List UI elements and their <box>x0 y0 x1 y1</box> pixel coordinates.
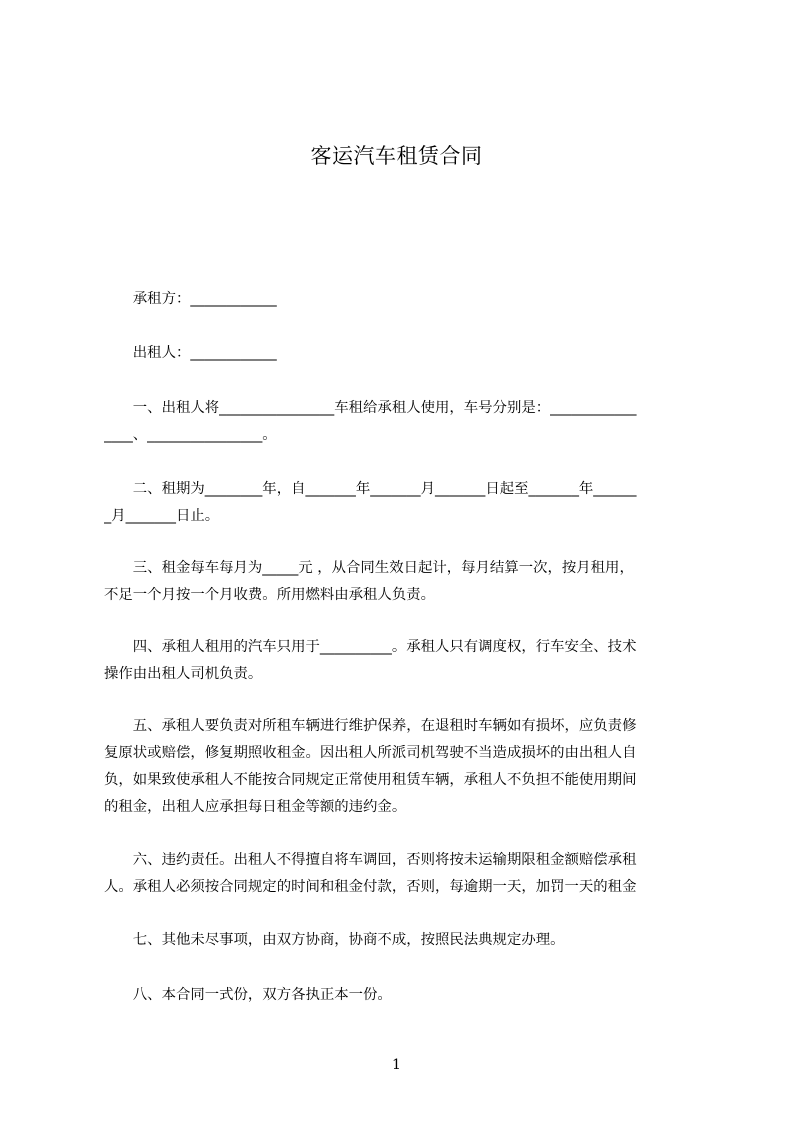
text-line: 七、其他未尽事项，由双方协商，协商不成，按照民法典规定办理。 <box>104 932 565 948</box>
text-line: 负，如果致使承租人不能按合同规定正常使用租赁车辆，承租人不负担不能使用期间 <box>104 772 637 788</box>
document-title: 客运汽车租赁合同 <box>310 144 483 168</box>
text-line: 操作由出租人司机负责。 <box>104 666 263 682</box>
text-line: 八、本合同一式份，双方各执正本一份。 <box>104 987 392 1003</box>
text-line: 四、承租人租用的汽车只用于__________。承租人只有调度权，行车安全、技术 <box>104 639 637 655</box>
text-line: 二、租期为________年，自_______年_______月_______日起至_______年______ <box>104 481 637 497</box>
clause-4 <box>104 634 704 688</box>
text-line: 复原状或赔偿，修复期照收租金。因出租人所派司机驾驶不当造成损坏的由出租人自 <box>104 745 637 761</box>
text-line: 承租方：____________ <box>104 291 277 307</box>
lessee-field <box>104 286 704 313</box>
clause-8 <box>104 982 704 1009</box>
clause-3 <box>104 555 704 609</box>
text-line: 不足一个月按一个月收费。所用燃料由承租人负责。 <box>104 587 435 603</box>
text-line: 三、租金每车每月为_____元 ，从合同生效日起计，每月结算一次，按月租用， <box>104 560 634 576</box>
text-line: 一、出租人将________________车租给承租人使用，车号分别是：____________ <box>104 400 637 416</box>
page-number: 1 <box>392 1057 401 1073</box>
clause-7 <box>104 927 704 954</box>
text-line: _月_______日止。 <box>104 508 220 524</box>
text-line: 人。承租人必须按合同规定的时间和租金付款，否则，每逾期一天，加罚一天的租金 <box>104 879 637 895</box>
clause-6 <box>104 847 704 901</box>
clause-1 <box>104 395 704 449</box>
clause-5 <box>104 713 704 821</box>
text-line: 五、承租人要负责对所租车辆进行维护保养，在退租时车辆如有损坏，应负责修 <box>104 718 637 734</box>
text-line: 的租金，出租人应承担每日租金等额的违约金。 <box>104 799 407 815</box>
text-line: ____、________________。 <box>104 427 277 443</box>
text-line: 出租人：____________ <box>104 345 277 361</box>
clause-2 <box>104 476 704 530</box>
text-line: 六、违约责任。出租人不得擅自将车调回，否则将按未运输期限租金额赔偿承租 <box>104 852 637 868</box>
lessor-field <box>104 340 704 367</box>
